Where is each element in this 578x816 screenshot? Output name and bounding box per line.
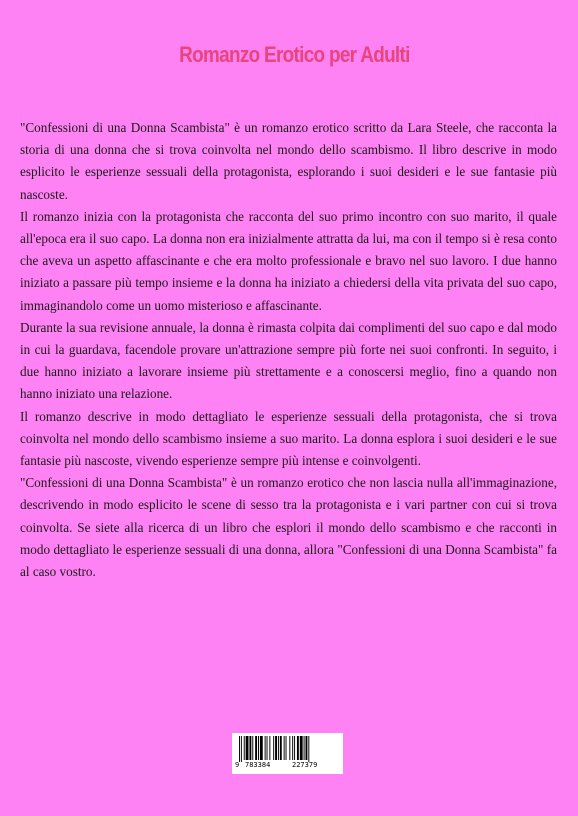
barcode-digits-left: 783384 xyxy=(245,761,271,769)
synopsis-paragraph: "Confessioni di una Donna Scambista" è un romanzo erotico che non lascia nulla all'immaginazione, descrivendo in modo esplicito le scene di sesso tra la protagonista e i vari partner con cui si trova coinvolta. Se siete alla ricerca di un libro che esplori il mondo dello scambismo e che racconti in modo dettagliato le esperienze sessuali di una donna, allora "Confessioni di una Donna Scambista" fa al caso vostro. xyxy=(20,475,557,580)
synopsis-text xyxy=(20,117,557,583)
barcode-digits-right: 227379 xyxy=(292,761,318,769)
synopsis-paragraph: "Confessioni di una Donna Scambista" è un romanzo erotico scritto da Lara Steele, che racconta la storia di una donna che si trova coinvolta nel mondo dello scambismo. Il libro descrive in modo esplicito le esperienze sessuali della protagonista, esplorando i suoi desideri e le sue fantasie più nascoste. xyxy=(20,120,557,202)
barcode-digits xyxy=(232,761,343,773)
barcode-bars xyxy=(237,736,338,762)
synopsis-paragraph: Durante la sua revisione annuale, la donna è rimasta colpita dai complimenti del suo capo e dal modo in cui la guardava, facendole provare un'attrazione sempre più forte nei suoi confronti. In seguito, i due hanno iniziato a lavorare insieme più strettamente e a conoscersi meglio, fino a quando non hanno iniziato una relazione. xyxy=(20,319,557,402)
synopsis-paragraph: Il romanzo inizia con la protagonista che racconta del suo primo incontro con suo marito, il quale all'epoca era il suo capo. La donna non era inizialmente attratta da lui, ma con il tempo si è resa conto che aveva un aspetto affascinante e che era molto professionale e bravo nel suo lavoro. I due hanno iniziato a passare più tempo insieme e la donna ha iniziato a chiedersi della vita privata del suo capo, immaginandolo come un uomo misterioso e affascinante. xyxy=(20,208,557,313)
cover-title: Romanzo Erotico per Adulti xyxy=(179,42,410,67)
barcode-digit-first: 9 xyxy=(235,761,240,769)
isbn-barcode xyxy=(232,733,343,774)
synopsis-paragraph: Il romanzo descrive in modo dettagliato le esperienze sessuali della protagonista, che si trova coinvolta nel mondo dello scambismo insieme a suo marito. La donna esplora i suoi desideri e le sue fantasie più nascoste, vivendo esperienze sempre più intense e coinvolgenti. xyxy=(20,408,557,469)
